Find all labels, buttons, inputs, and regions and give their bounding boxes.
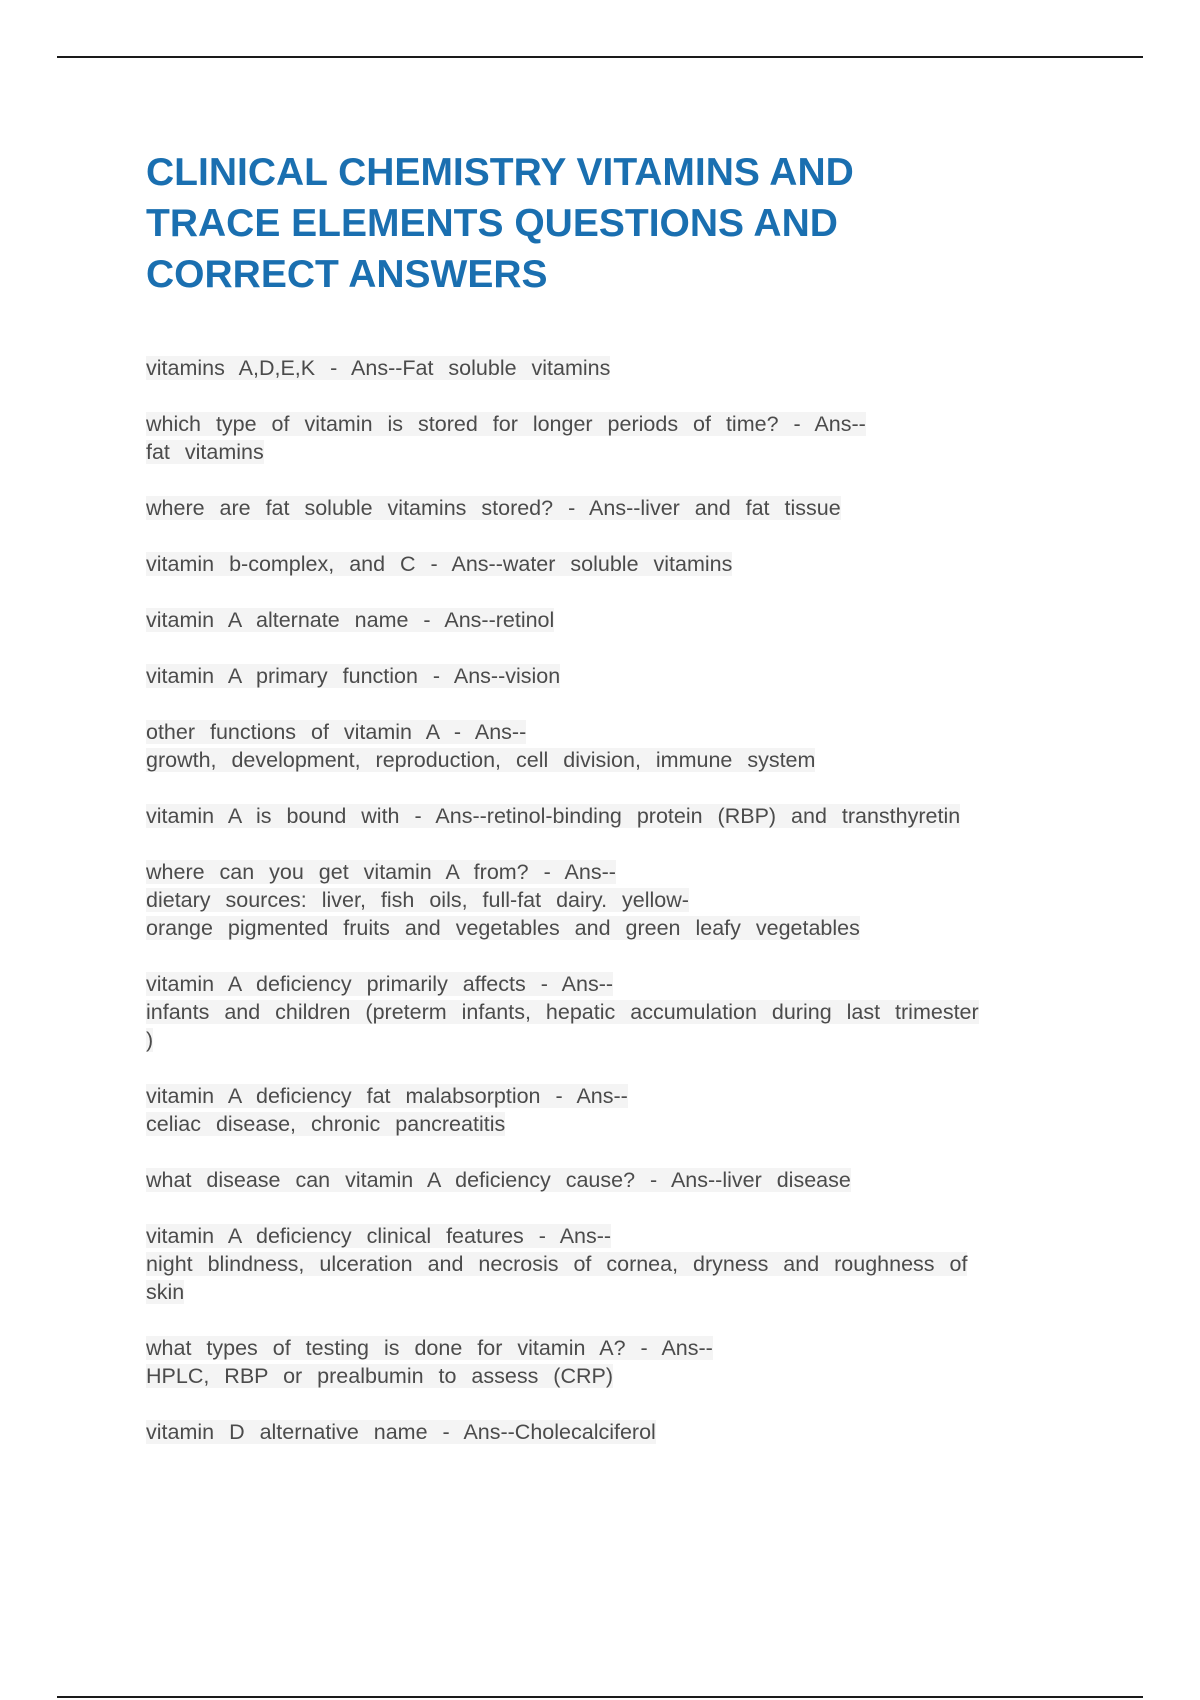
qa-text: other functions of vitamin A - Ans-- [146,720,527,744]
qa-line [146,886,1096,914]
qa-item [146,1222,1096,1306]
qa-line [146,354,1096,382]
qa-item [146,802,1096,830]
qa-text: vitamin b-complex, and C - Ans--water soluble vitamins [146,552,733,576]
qa-line [146,970,1096,998]
qa-text: which type of vitamin is stored for longer periods of time? - Ans-- [146,412,866,436]
qa-item [146,718,1096,774]
qa-text: what types of testing is done for vitamin A? - Ans-- [146,1336,713,1360]
qa-line [146,998,1096,1026]
qa-text: skin [146,1280,185,1304]
qa-text: vitamin A deficiency fat malabsorption - Ans-- [146,1084,628,1108]
title-line: TRACE ELEMENTS QUESTIONS AND [146,202,838,245]
qa-text: HPLC, RBP or prealbumin to assess (CRP) [146,1364,614,1388]
qa-text: dietary sources: liver, fish oils, full-fat dairy. yellow- [146,888,689,912]
qa-text: vitamin A alternate name - Ans--retinol [146,608,555,632]
qa-text: growth, development, reproduction, cell division, immune system [146,748,816,772]
qa-line [146,746,1096,774]
qa-line [146,1418,1096,1446]
qa-item [146,1166,1096,1194]
qa-text: vitamin D alternative name - Ans--Cholecalciferol [146,1420,656,1444]
bottom-divider [57,1696,1143,1698]
qa-line [146,410,1096,438]
title-line: CORRECT ANSWERS [146,253,548,296]
qa-line [146,494,1096,522]
qa-item [146,662,1096,690]
qa-text: celiac disease, chronic pancreatitis [146,1112,506,1136]
qa-line [146,1334,1096,1362]
qa-item [146,1418,1096,1446]
qa-item [146,858,1096,942]
qa-line [146,1222,1096,1250]
qa-line [146,1026,1096,1054]
qa-text: ) [146,1028,154,1052]
title-line: CLINICAL CHEMISTRY VITAMINS AND [146,151,854,194]
qa-text: infants and children (preterm infants, hepatic accumulation during last trimester [146,1000,979,1024]
qa-line [146,662,1096,690]
qa-item [146,354,1096,382]
top-divider [57,56,1143,58]
qa-line [146,1362,1096,1390]
qa-line [146,438,1096,466]
qa-item [146,606,1096,634]
qa-line [146,1082,1096,1110]
qa-text: vitamin A primary function - Ans--vision [146,664,561,688]
qa-item [146,1334,1096,1390]
qa-text: orange pigmented fruits and vegetables and green leafy vegetables [146,916,860,940]
qa-text: night blindness, ulceration and necrosis of cornea, dryness and roughness of [146,1252,968,1276]
qa-line [146,858,1096,886]
qa-text: vitamin A deficiency primarily affects - Ans-- [146,972,614,996]
qa-text: vitamin A is bound with - Ans--retinol-binding protein (RBP) and transthyretin [146,804,961,828]
qa-item [146,550,1096,578]
qa-line [146,1166,1096,1194]
qa-line [146,1110,1096,1138]
qa-line [146,802,1096,830]
qa-line [146,1250,1096,1278]
qa-list [146,354,1096,1474]
qa-line [146,914,1096,942]
qa-text: fat vitamins [146,440,264,464]
qa-line [146,1278,1096,1306]
qa-text: what disease can vitamin A deficiency cause? - Ans--liver disease [146,1168,851,1192]
qa-text: vitamin A deficiency clinical features - Ans-- [146,1224,612,1248]
qa-text: vitamins A,D,E,K - Ans--Fat soluble vitamins [146,356,611,380]
qa-text: where are fat soluble vitamins stored? - Ans--liver and fat tissue [146,496,841,520]
qa-item [146,1082,1096,1138]
qa-line [146,718,1096,746]
qa-item [146,410,1096,466]
qa-line [146,550,1096,578]
qa-line [146,606,1096,634]
qa-item [146,970,1096,1054]
document-title [146,147,1046,300]
qa-text: where can you get vitamin A from? - Ans-- [146,860,616,884]
qa-item [146,494,1096,522]
